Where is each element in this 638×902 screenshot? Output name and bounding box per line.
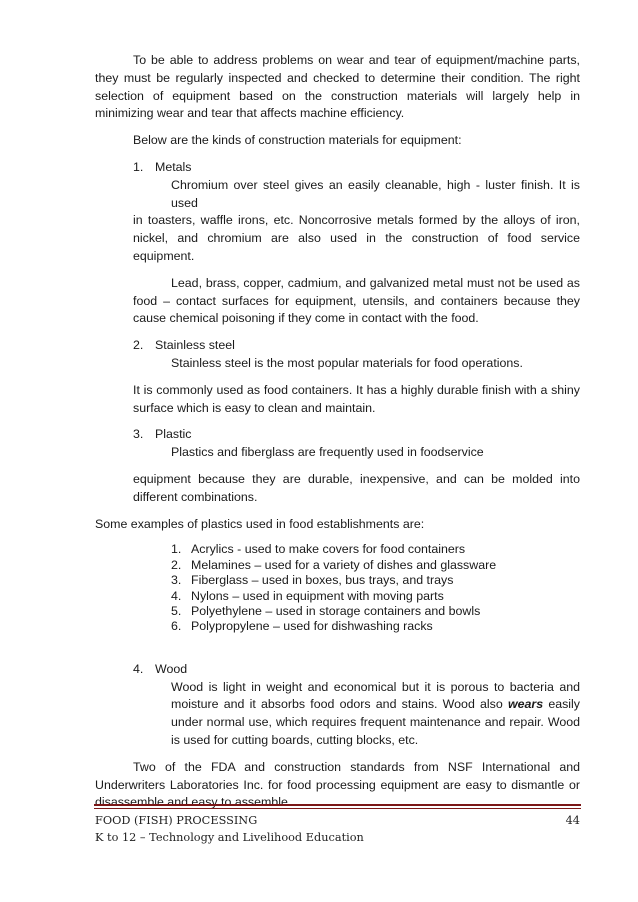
list-item bbox=[171, 619, 580, 634]
stainless-heading bbox=[133, 337, 580, 355]
plastics-intro: Some examples of plastics used in food establishments are: bbox=[95, 516, 425, 531]
plastics-list bbox=[171, 542, 580, 634]
page-footer bbox=[95, 812, 580, 846]
wood-title: Wood bbox=[155, 661, 188, 676]
list-item bbox=[171, 589, 580, 604]
page-number: 44 bbox=[565, 814, 580, 827]
intro-paragraph: To be able to address problems on wear and tear of equipment/machine parts, they must be regularly inspected and checked to determine their condition. The right selection of equipment based on the construction materials will largely help in minimizing wear and tear that affects machine efficiency. bbox=[95, 53, 580, 121]
metals-section bbox=[133, 159, 580, 328]
footer-subtitle: K to 12 – Technology and Livelihood Education bbox=[95, 831, 364, 844]
wood-emphasis: wears bbox=[507, 697, 544, 712]
list-item-text: Acrylics - used to make covers for food containers bbox=[191, 542, 466, 557]
wood-body-text-b: easily under normal use, which requires frequent maintenance and repair. Wood is used for cutting boards, cutting blocks, etc. bbox=[171, 697, 580, 747]
plastic-number: 3. bbox=[133, 427, 144, 442]
list-item-text: Polyethylene – used in storage containers and bowls bbox=[191, 603, 481, 618]
list-item bbox=[171, 558, 580, 573]
kinds-intro: Below are the kinds of construction materials for equipment: bbox=[133, 133, 462, 148]
plastic-heading bbox=[133, 426, 580, 444]
list-item-text: Nylons – used in equipment with moving parts bbox=[191, 588, 444, 603]
stainless-number: 2. bbox=[133, 338, 144, 353]
metals-title: Metals bbox=[155, 159, 192, 174]
plastic-body: equipment because they are durable, inexpensive, and can be molded into different combinations. bbox=[133, 471, 580, 504]
wood-number: 4. bbox=[133, 661, 144, 676]
wood-body-text-a: Wood is light in weight and economical but it is porous to bacteria and moisture and it absorbs food odors and stains. Wood also bbox=[171, 679, 580, 712]
list-item bbox=[171, 573, 580, 588]
list-item-number: 3. bbox=[171, 573, 182, 588]
metals-number: 1. bbox=[133, 159, 144, 174]
list-item-number: 1. bbox=[171, 542, 182, 557]
metals-lead: Chromium over steel gives an easily cleanable, high - luster finish. It is used bbox=[171, 177, 580, 210]
list-item-text: Melamines – used for a variety of dishes and glassware bbox=[191, 557, 497, 572]
metals-heading bbox=[133, 159, 580, 177]
document-body bbox=[95, 52, 580, 812]
plastic-section bbox=[133, 426, 580, 506]
list-item bbox=[171, 604, 580, 619]
wood-section bbox=[133, 661, 580, 750]
footer-rule bbox=[94, 804, 581, 806]
list-item-number: 4. bbox=[171, 588, 182, 603]
stainless-body: It is commonly used as food containers. It has a highly durable finish with a shiny surface which is easy to clean and maintain. bbox=[133, 382, 580, 415]
list-item-text: Fiberglass – used in boxes, bus trays, and trays bbox=[191, 573, 454, 588]
list-item-number: 5. bbox=[171, 603, 182, 618]
list-item-text: Polypropylene – used for dishwashing racks bbox=[191, 619, 433, 634]
wood-heading bbox=[133, 661, 580, 679]
wood-body bbox=[171, 679, 580, 750]
stainless-title: Stainless steel bbox=[155, 338, 235, 353]
closing-paragraph: Two of the FDA and construction standards from NSF International and Underwriters Laboratories Inc. for food processing equipment are easy to dismantle or disassemble and easy to assemble. bbox=[95, 759, 580, 810]
list-item-number: 2. bbox=[171, 557, 182, 572]
list-item-number: 6. bbox=[171, 619, 182, 634]
stainless-lead: Stainless steel is the most popular materials for food operations. bbox=[171, 355, 523, 370]
metals-body: in toasters, waffle irons, etc. Noncorrosive metals formed by the alloys of iron, nickel, and chromium are also used in the construction of food service equipment. bbox=[133, 213, 580, 263]
stainless-section bbox=[133, 337, 580, 417]
plastic-lead: Plastics and fiberglass are frequently used in foodservice bbox=[171, 445, 484, 460]
footer-rule-thin bbox=[94, 808, 581, 809]
metals-warning: Lead, brass, copper, cadmium, and galvanized metal must not be used as food – contact surfaces for equipment, utensils, and containers because they cause chemical poisoning if they come in contact with the food. bbox=[133, 275, 580, 326]
footer-title: FOOD (FISH) PROCESSING bbox=[95, 814, 258, 827]
plastic-title: Plastic bbox=[155, 427, 192, 442]
list-item bbox=[171, 542, 580, 557]
